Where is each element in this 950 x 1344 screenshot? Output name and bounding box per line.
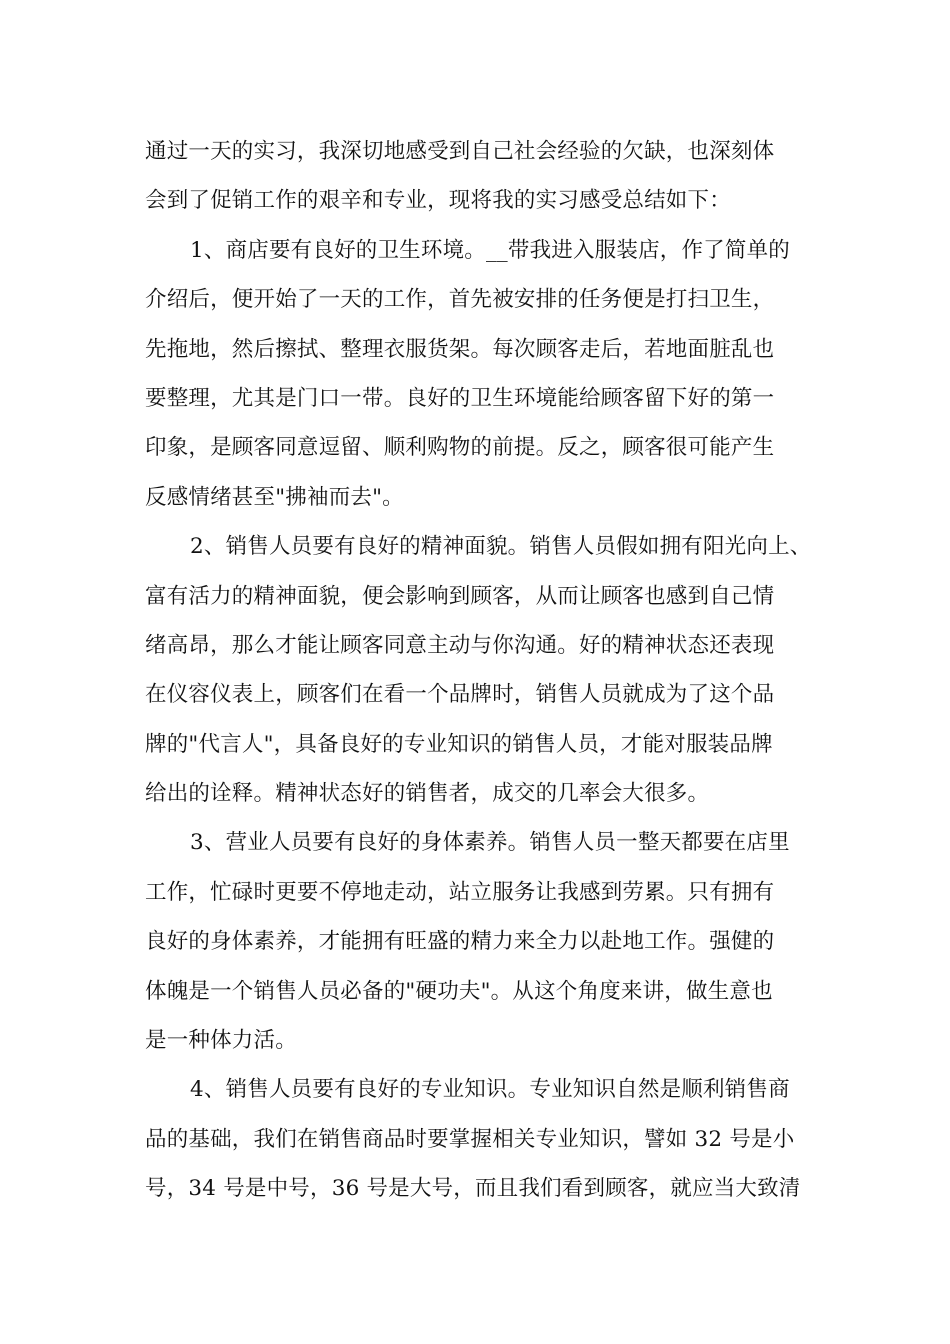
text-line: 品的基础，我们在销售商品时要掌握相关专业知识，譬如 32 号是小 — [145, 1126, 795, 1152]
paragraph-spirit — [145, 522, 810, 818]
text-line: 通过一天的实习，我深切地感受到自己社会经验的欠缺，也深刻体 — [145, 139, 775, 164]
text-line: 工作，忙碌时更要不停地走动，站立服务让我感到劳累。只有拥有 — [145, 879, 775, 905]
paragraph-knowledge — [145, 1065, 810, 1213]
text-line: 4、销售人员要有良好的专业知识。专业知识自然是顺利销售商 — [190, 1077, 790, 1103]
text-line: 2、销售人员要有良好的精神面貌。销售人员假如拥有阳光向上、 — [190, 534, 812, 560]
text-line: 先拖地，然后擦拭、整理衣服货架。每次顾客走后，若地面脏乱也 — [145, 336, 775, 362]
text-line: 绪高昂，那么才能让顾客同意主动与你沟通。好的精神状态还表现 — [145, 632, 775, 658]
text-line: 富有活力的精神面貌，便会影响到顾客，从而让顾客也感到自己情 — [145, 583, 775, 609]
text-line: 给出的诠释。精神状态好的销售者，成交的几率会大很多。 — [145, 781, 710, 807]
paragraph-hygiene — [145, 226, 810, 522]
text-line: 介绍后，便开始了一天的工作，首先被安排的任务便是打扫卫生， — [145, 287, 775, 313]
text-line: 牌的"代言人"，具备良好的专业知识的销售人员，才能对服装品牌 — [145, 731, 773, 757]
paragraph-intro — [145, 127, 810, 226]
text-line: 印象，是顾客同意逗留、顺利购物的前提。反之，顾客很可能产生 — [145, 435, 775, 461]
text-line: 体魄是一个销售人员必备的"硬功夫"。从这个角度来讲，做生意也 — [145, 978, 773, 1004]
text-line: 3、营业人员要有良好的身体素养。销售人员一整天都要在店里 — [190, 830, 790, 856]
text-line: 1、商店要有良好的卫生环境。__带我进入服装店，作了简单的 — [190, 237, 790, 263]
text-line: 反感情绪甚至"拂袖而去"。 — [145, 484, 404, 510]
paragraph-physical — [145, 818, 810, 1065]
text-line: 良好的身体素养，才能拥有旺盛的精力来全力以赴地工作。强健的 — [145, 929, 775, 955]
text-line: 在仪容仪表上，顾客们在看一个品牌时，销售人员就成为了这个品 — [145, 682, 775, 708]
text-line: 会到了促销工作的艰辛和专业，现将我的实习感受总结如下： — [145, 188, 731, 214]
text-line: 是一种体力活。 — [145, 1028, 297, 1054]
text-line: 号，34 号是中号，36 号是大号，而且我们看到顾客，就应当大致清 — [145, 1176, 801, 1202]
document-body — [145, 127, 810, 1214]
text-line: 要整理，尤其是门口一带。良好的卫生环境能给顾客留下好的第一 — [145, 385, 775, 411]
